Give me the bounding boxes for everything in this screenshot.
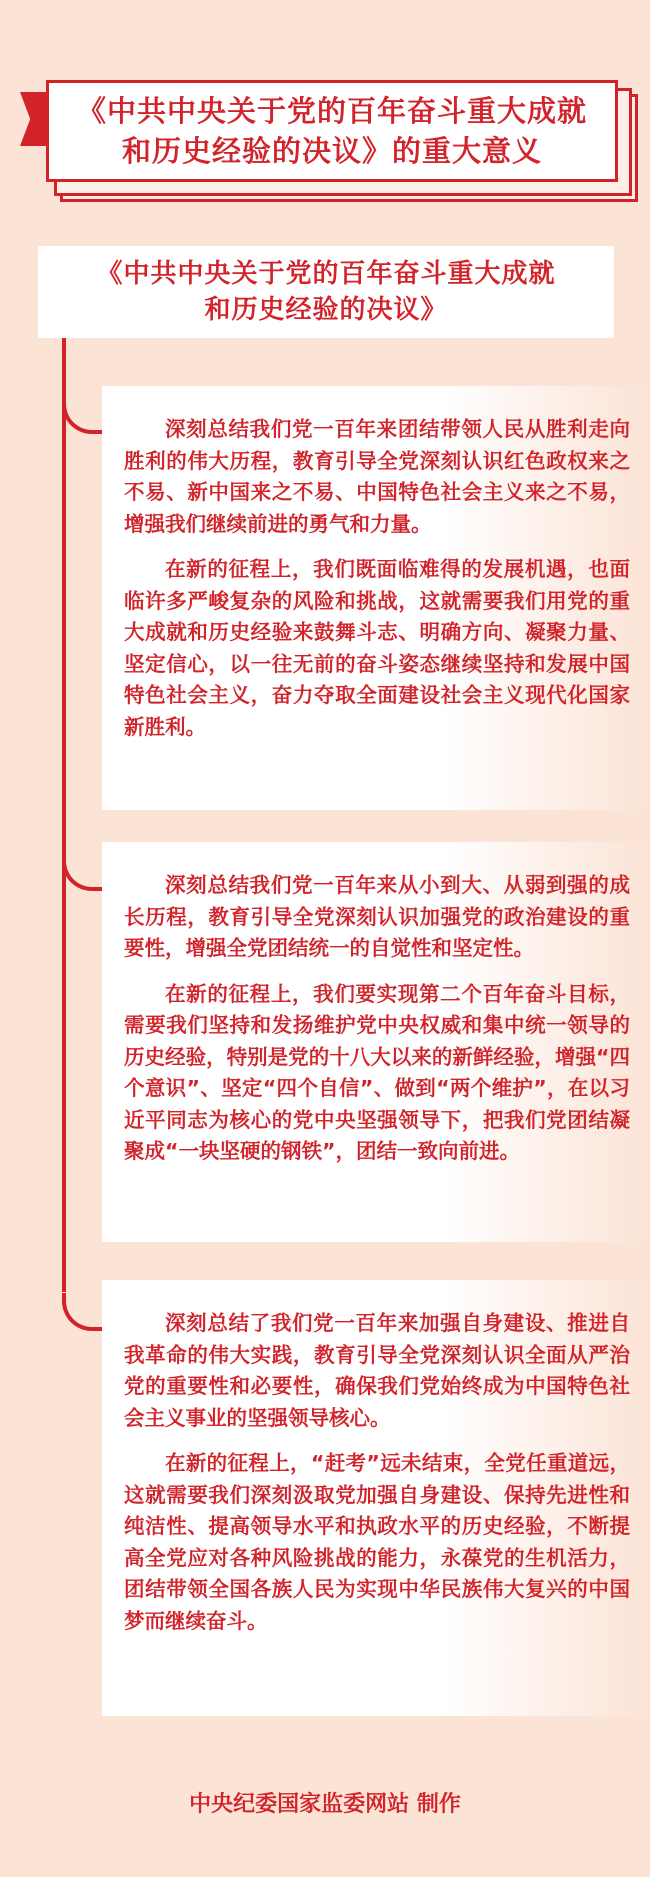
section-2-paragraph-2: 在新的征程上，我们要实现第二个百年奋斗目标，需要我们坚持和发扬维护党中央权威和集中统一领导的历史经验，特别是党的十八大以来的新鲜经验，增强“四个意识”、坚定“四个自信”、做到“两个维护”，在以习近平同志为核心的党中央坚强领导下，把我们党团结凝聚成“一块坚硬的钢铁”，团结一致向前进。 [124,981,630,1163]
document-title: 《中共中央关于党的百年奋斗重大成就 和历史经验的决议》 [96,259,556,325]
section-card-1 [102,386,650,810]
section-2-paragraph-1: 深刻总结我们党一百年来从小到大、从弱到强的成长历程，教育引导全党深刻认识加强党的政治建设的重要性，增强全党团结统一的自觉性和坚定性。 [124,873,630,960]
section-3-paragraph-2: 在新的征程上，“赶考”远未结束，全党任重道远，这就需要我们深刻汲取党加强自身建设、保持先进性和纯洁性、提高领导水平和执政水平的历史经验，不断提高全党应对各种风险挑战的能力，永葆党的生机活力，团结带领全国各族人民为实现中华民族伟大复兴的中国梦而继续奋斗。 [124,1451,630,1633]
section-3-paragraph-1: 深刻总结了我们党一百年来加强自身建设、推进自我革命的伟大实践，教育引导全党深刻认识全面从严治党的重要性和必要性，确保我们党始终成为中国特色社会主义事业的坚强领导核心。 [124,1311,630,1430]
timeline-line [62,338,66,1292]
title-box [46,80,618,182]
subtitle-box [38,246,614,338]
section-card-2 [102,842,650,1242]
footer-credit: 中央纪委国家监委网站 制作 [189,1792,461,1817]
page-title: 《中共中央关于党的百年奋斗重大成就 和历史经验的决议》的重大意义 [76,94,587,168]
section-card-3 [102,1280,650,1716]
section-1-paragraph-2: 在新的征程上，我们既面临难得的发展机遇，也面临许多严峻复杂的风险和挑战，这就需要我们用党的重大成就和历史经验来鼓舞斗志、明确方向、凝聚力量、坚定信心，以一往无前的奋斗姿态继续坚持和发展中国特色社会主义，奋力夺取全面建设社会主义现代化国家新胜利。 [124,557,630,739]
section-1-paragraph-1: 深刻总结我们党一百年来团结带领人民从胜利走向胜利的伟大历程，教育引导全党深刻认识红色政权来之不易、新中国来之不易、中国特色社会主义来之不易，增强我们继续前进的勇气和力量。 [124,417,630,536]
title-banner [20,78,640,203]
